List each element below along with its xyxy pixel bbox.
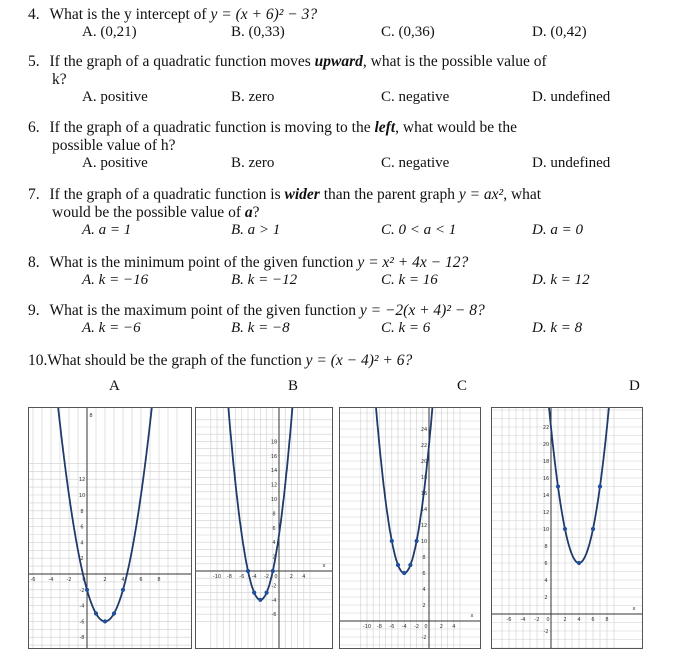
- question-number: 10.: [28, 352, 48, 369]
- y-tick-label: 20: [420, 459, 428, 465]
- graph-b[interactable]: [195, 407, 333, 649]
- choice-d[interactable]: D. undefined: [532, 155, 611, 171]
- question-8: [28, 254, 468, 272]
- y-tick-label: -8: [79, 635, 85, 642]
- x-tick-label: 4: [577, 617, 581, 623]
- question-number: 5.: [28, 53, 40, 70]
- y-tick-label: 4: [80, 540, 84, 547]
- equation: y = (x + 6)² − 3?: [210, 6, 318, 23]
- y-tick-label: -2: [543, 629, 549, 635]
- y-tick-label: 18: [270, 439, 278, 446]
- x-tick-label: -4: [401, 624, 407, 630]
- x-tick-label: 4: [452, 624, 456, 630]
- y-tick-label: 12: [78, 477, 86, 484]
- y-tick-label: 12: [270, 482, 278, 489]
- choice-a[interactable]: A. positive: [82, 155, 148, 171]
- plotted-point: [112, 611, 116, 615]
- question-6-line2: possible value of h?: [52, 137, 176, 154]
- y-tick-label: -4: [271, 597, 277, 604]
- graph-label-c: C: [457, 378, 468, 394]
- y-tick-label: 2: [544, 595, 548, 601]
- y-tick-label: -2: [421, 635, 427, 641]
- y-tick-label: 10: [420, 539, 428, 545]
- choice-b[interactable]: B. zero: [231, 89, 275, 105]
- choice-c[interactable]: C. (0,36): [381, 24, 435, 40]
- y-tick-label: -4: [79, 603, 85, 610]
- x-axis-label: x: [632, 606, 636, 612]
- question-6: [28, 119, 517, 137]
- choice-b[interactable]: B. (0,33): [231, 24, 285, 40]
- emphasis-word: left: [374, 119, 396, 136]
- y-tick-label: 4: [544, 578, 548, 584]
- choice-c[interactable]: C. k = 6: [381, 320, 431, 336]
- x-tick-label: -4: [48, 577, 54, 583]
- x-axis-label: x: [322, 563, 326, 569]
- plotted-point: [591, 527, 595, 531]
- plotted-point: [396, 563, 400, 567]
- question-text-end: , what: [503, 186, 542, 203]
- question-5: [28, 53, 547, 71]
- question-number: 9.: [28, 302, 40, 319]
- choice-d[interactable]: D. undefined: [532, 89, 611, 105]
- question-text-cont: than the parent graph: [319, 186, 459, 203]
- equation: y = −2(x + 4)² − 8?: [359, 302, 485, 319]
- x-tick-label: 8: [605, 617, 609, 623]
- choice-a[interactable]: A. a = 1: [82, 222, 132, 238]
- question-5-line2: k?: [52, 71, 67, 88]
- question-4: [28, 6, 317, 24]
- y-tick-label: 12: [542, 510, 550, 516]
- question-text: What is the y intercept of: [49, 6, 211, 23]
- y-tick-label: 10: [542, 527, 550, 533]
- x-tick-label: 0: [546, 617, 550, 623]
- plotted-point: [265, 591, 269, 595]
- x-tick-label: 2: [103, 577, 107, 583]
- y-tick-label: 6: [544, 561, 548, 567]
- question-number: 6.: [28, 119, 40, 136]
- question-text: What should be the graph of the function: [47, 352, 306, 369]
- x-tick-label: 6: [591, 617, 595, 623]
- choice-d[interactable]: D. (0,42): [532, 24, 587, 40]
- plotted-point: [390, 539, 394, 543]
- question-text-cont: , what is the possible value of: [362, 53, 547, 70]
- question-text-cont: , what would be the: [395, 119, 517, 136]
- y-tick-label: 8: [80, 508, 84, 515]
- plotted-point: [563, 527, 567, 531]
- question-number: 4.: [28, 6, 40, 23]
- plotted-point: [94, 611, 98, 615]
- question-text: What is the maximum point of the given function: [49, 302, 360, 319]
- x-tick-label: 8: [157, 577, 161, 583]
- question-number: 7.: [28, 186, 40, 203]
- y-tick-label: -6: [271, 612, 277, 619]
- plotted-point: [252, 591, 256, 595]
- y-tick-label: 14: [542, 493, 550, 499]
- x-tick-label: 2: [439, 624, 443, 630]
- y-tick-label: 22: [542, 425, 550, 431]
- x-tick-label: -4: [520, 617, 526, 623]
- y-tick-label: -6: [79, 619, 85, 626]
- x-tick-label: -10: [212, 574, 222, 580]
- y-tick-label: 2: [422, 603, 426, 609]
- y-tick-label: 16: [542, 476, 550, 482]
- y-tick-label: 24: [420, 427, 428, 433]
- emphasis-word: upward: [314, 53, 363, 70]
- plotted-point: [246, 569, 250, 573]
- y-tick-label: 12: [420, 523, 428, 529]
- equation: y = (x − 4)² + 6?: [305, 352, 413, 369]
- y-tick-label: 16: [270, 453, 278, 460]
- plotted-point: [556, 484, 560, 488]
- question-text: If the graph of a quadratic function moves: [49, 53, 315, 70]
- variable: a: [244, 204, 253, 221]
- y-tick-label: 8: [89, 413, 93, 419]
- question-10: [28, 352, 412, 370]
- y-tick-label: 14: [270, 468, 278, 475]
- choice-a[interactable]: A. positive: [82, 89, 148, 105]
- graph-b-plot: [196, 408, 332, 648]
- x-tick-label: -10: [362, 624, 372, 630]
- choice-a[interactable]: A. k = −6: [82, 320, 141, 336]
- y-tick-label: 8: [544, 544, 548, 550]
- y-tick-label: 10: [270, 497, 278, 503]
- vertex-point: [402, 571, 406, 575]
- question-number: 8.: [28, 254, 40, 271]
- graph-c[interactable]: [339, 407, 481, 649]
- y-tick-label: 4: [272, 540, 276, 547]
- y-tick-label: 2: [272, 554, 276, 561]
- graph-label-a: A: [109, 378, 120, 394]
- question-text-end: ?: [252, 204, 260, 221]
- plotted-point: [415, 539, 419, 543]
- plotted-point: [121, 588, 125, 592]
- y-tick-label: 18: [420, 475, 428, 481]
- y-tick-label: 6: [272, 525, 276, 532]
- x-tick-label: -6: [389, 624, 395, 630]
- x-tick-label: -4: [251, 574, 257, 580]
- plotted-point: [598, 484, 602, 488]
- y-tick-label: 8: [422, 555, 426, 561]
- x-tick-label: -2: [66, 577, 72, 583]
- y-tick-label: 14: [420, 507, 428, 513]
- x-tick-label: 0: [274, 574, 278, 580]
- y-tick-label: 2: [80, 556, 84, 563]
- y-tick-label: 22: [420, 443, 428, 449]
- graph-d-plot: [492, 408, 642, 648]
- question-9: [28, 302, 485, 320]
- choice-d[interactable]: D. k = 12: [532, 272, 590, 288]
- x-tick-label: -2: [534, 617, 540, 623]
- x-tick-label: 2: [563, 617, 567, 623]
- y-tick-label: 18: [542, 459, 550, 465]
- vertex-point: [258, 598, 262, 602]
- graph-label-b: B: [288, 378, 299, 394]
- choice-c[interactable]: C. k = 16: [381, 272, 438, 288]
- x-tick-label: 4: [121, 577, 125, 583]
- x-tick-label: 4: [302, 574, 306, 580]
- x-axis-label: x: [470, 613, 474, 619]
- vertex-point: [577, 561, 581, 565]
- graph-c-plot: [340, 408, 480, 648]
- plotted-point: [408, 563, 412, 567]
- question-text: If the graph of a quadratic function is moving to the: [49, 119, 375, 136]
- x-tick-label: -2: [264, 574, 270, 580]
- graph-label-d: D: [629, 378, 640, 394]
- x-tick-label: -6: [239, 574, 245, 580]
- plotted-point: [85, 588, 89, 592]
- y-tick-label: 4: [422, 587, 426, 593]
- choice-b[interactable]: B. zero: [231, 155, 275, 171]
- choice-a[interactable]: A. k = −16: [82, 272, 149, 288]
- choice-b[interactable]: B. k = −8: [231, 320, 290, 336]
- y-tick-label: 6: [422, 571, 426, 577]
- equation: y = x² + 4x − 12?: [357, 254, 469, 271]
- y-tick-label: 6: [80, 524, 84, 531]
- choice-c[interactable]: C. 0 < a < 1: [381, 222, 457, 238]
- choice-d[interactable]: D. k = 8: [532, 320, 583, 336]
- question-text: What is the minimum point of the given function: [49, 254, 358, 271]
- question-7: [28, 186, 541, 204]
- x-tick-label: -6: [30, 577, 36, 583]
- x-tick-label: 6: [139, 577, 143, 583]
- graph-d[interactable]: [491, 407, 643, 649]
- plotted-point: [271, 569, 275, 573]
- choice-c[interactable]: C. negative: [381, 89, 450, 105]
- vertex-point: [103, 619, 107, 623]
- x-tick-label: -8: [376, 624, 382, 630]
- emphasis-word: wider: [284, 186, 320, 203]
- y-tick-label: -2: [271, 583, 277, 590]
- graph-a-plot: [29, 408, 191, 648]
- choice-c[interactable]: C. negative: [381, 155, 450, 171]
- y-tick-label: 20: [542, 442, 550, 448]
- graph-a[interactable]: [28, 407, 192, 649]
- x-tick-label: 0: [424, 624, 428, 630]
- choice-b[interactable]: B. k = −12: [231, 272, 298, 288]
- equation: y = ax²: [458, 186, 504, 203]
- y-tick-label: -2: [79, 587, 85, 594]
- x-tick-label: 2: [289, 574, 293, 580]
- choice-b[interactable]: B. a > 1: [231, 222, 281, 238]
- x-tick-label: 0: [82, 577, 86, 583]
- y-tick-label: 16: [420, 491, 428, 497]
- question-text: would be the possible value of: [52, 204, 245, 221]
- x-tick-label: -2: [414, 624, 420, 630]
- question-text: If the graph of a quadratic function is: [49, 186, 285, 203]
- x-tick-label: -8: [226, 574, 232, 580]
- y-tick-label: 10: [78, 493, 86, 499]
- choice-d[interactable]: D. a = 0: [532, 222, 583, 238]
- question-7-line2: [52, 204, 260, 222]
- choice-a[interactable]: A. (0,21): [82, 24, 137, 40]
- y-tick-label: 8: [272, 511, 276, 518]
- x-tick-label: -6: [506, 617, 512, 623]
